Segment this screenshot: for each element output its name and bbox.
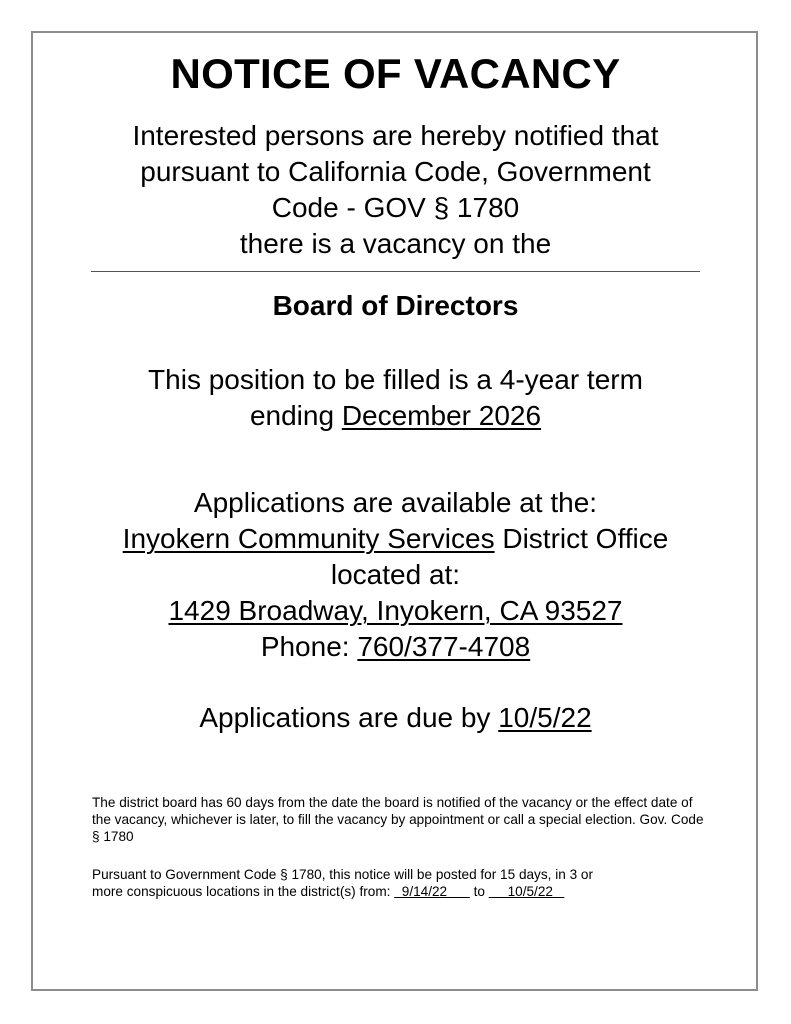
intro-line-3: Code - GOV § 1780 bbox=[271, 192, 520, 223]
term-ending-date: December 2026 bbox=[341, 400, 542, 431]
divider bbox=[91, 271, 700, 272]
fine-print-paragraph-2 bbox=[92, 866, 712, 900]
term-text bbox=[0, 362, 791, 434]
due-line bbox=[0, 700, 791, 736]
phone-line bbox=[0, 629, 791, 665]
office-suffix: District Office bbox=[494, 523, 669, 554]
office-line bbox=[0, 521, 791, 557]
intro-text bbox=[0, 118, 791, 262]
posting-to-date: 10/5/22 bbox=[507, 884, 553, 899]
term-line-1: This position to be filled is a 4-year term bbox=[148, 364, 643, 395]
term-line-2 bbox=[0, 398, 791, 434]
due-prefix: Applications are due by bbox=[199, 702, 499, 733]
notice-title: NOTICE OF VACANCY bbox=[170, 50, 621, 97]
board-name: Board of Directors bbox=[272, 290, 519, 321]
applications-available-line: Applications are available at the: bbox=[193, 487, 598, 518]
posting-prefix: more conspicuous locations in the district(s) from: bbox=[92, 884, 395, 899]
located-label: located at: bbox=[330, 559, 461, 590]
applications-info bbox=[0, 485, 791, 665]
office-name: Inyokern Community Services bbox=[122, 523, 495, 554]
address-line bbox=[0, 593, 791, 629]
fine-print-line-1: Pursuant to Government Code § 1780, this notice will be posted for 15 days, in 3 or bbox=[92, 867, 593, 882]
office-address: 1429 Broadway, Inyokern, CA 93527 bbox=[168, 595, 623, 626]
posting-from-date: 9/14/22 bbox=[401, 884, 448, 899]
fine-print-line-2 bbox=[92, 883, 712, 900]
phone-number: 760/377-4708 bbox=[357, 631, 531, 662]
phone-label: Phone: bbox=[260, 631, 358, 662]
intro-line-4: there is a vacancy on the bbox=[239, 228, 552, 259]
fine-print-paragraph-1: The district board has 60 days from the date the board is notified of the vacancy or the effect date of the vacancy, whichever is later, to fill the vacancy by appointment or call a special election. Gov. Code § 1780 bbox=[92, 795, 704, 844]
term-ending-prefix: ending bbox=[249, 400, 342, 431]
due-date: 10/5/22 bbox=[498, 702, 592, 733]
intro-line-2: pursuant to California Code, Government bbox=[140, 156, 651, 187]
intro-line-1: Interested persons are hereby notified that bbox=[132, 120, 659, 151]
posting-to-word: to bbox=[473, 884, 485, 899]
